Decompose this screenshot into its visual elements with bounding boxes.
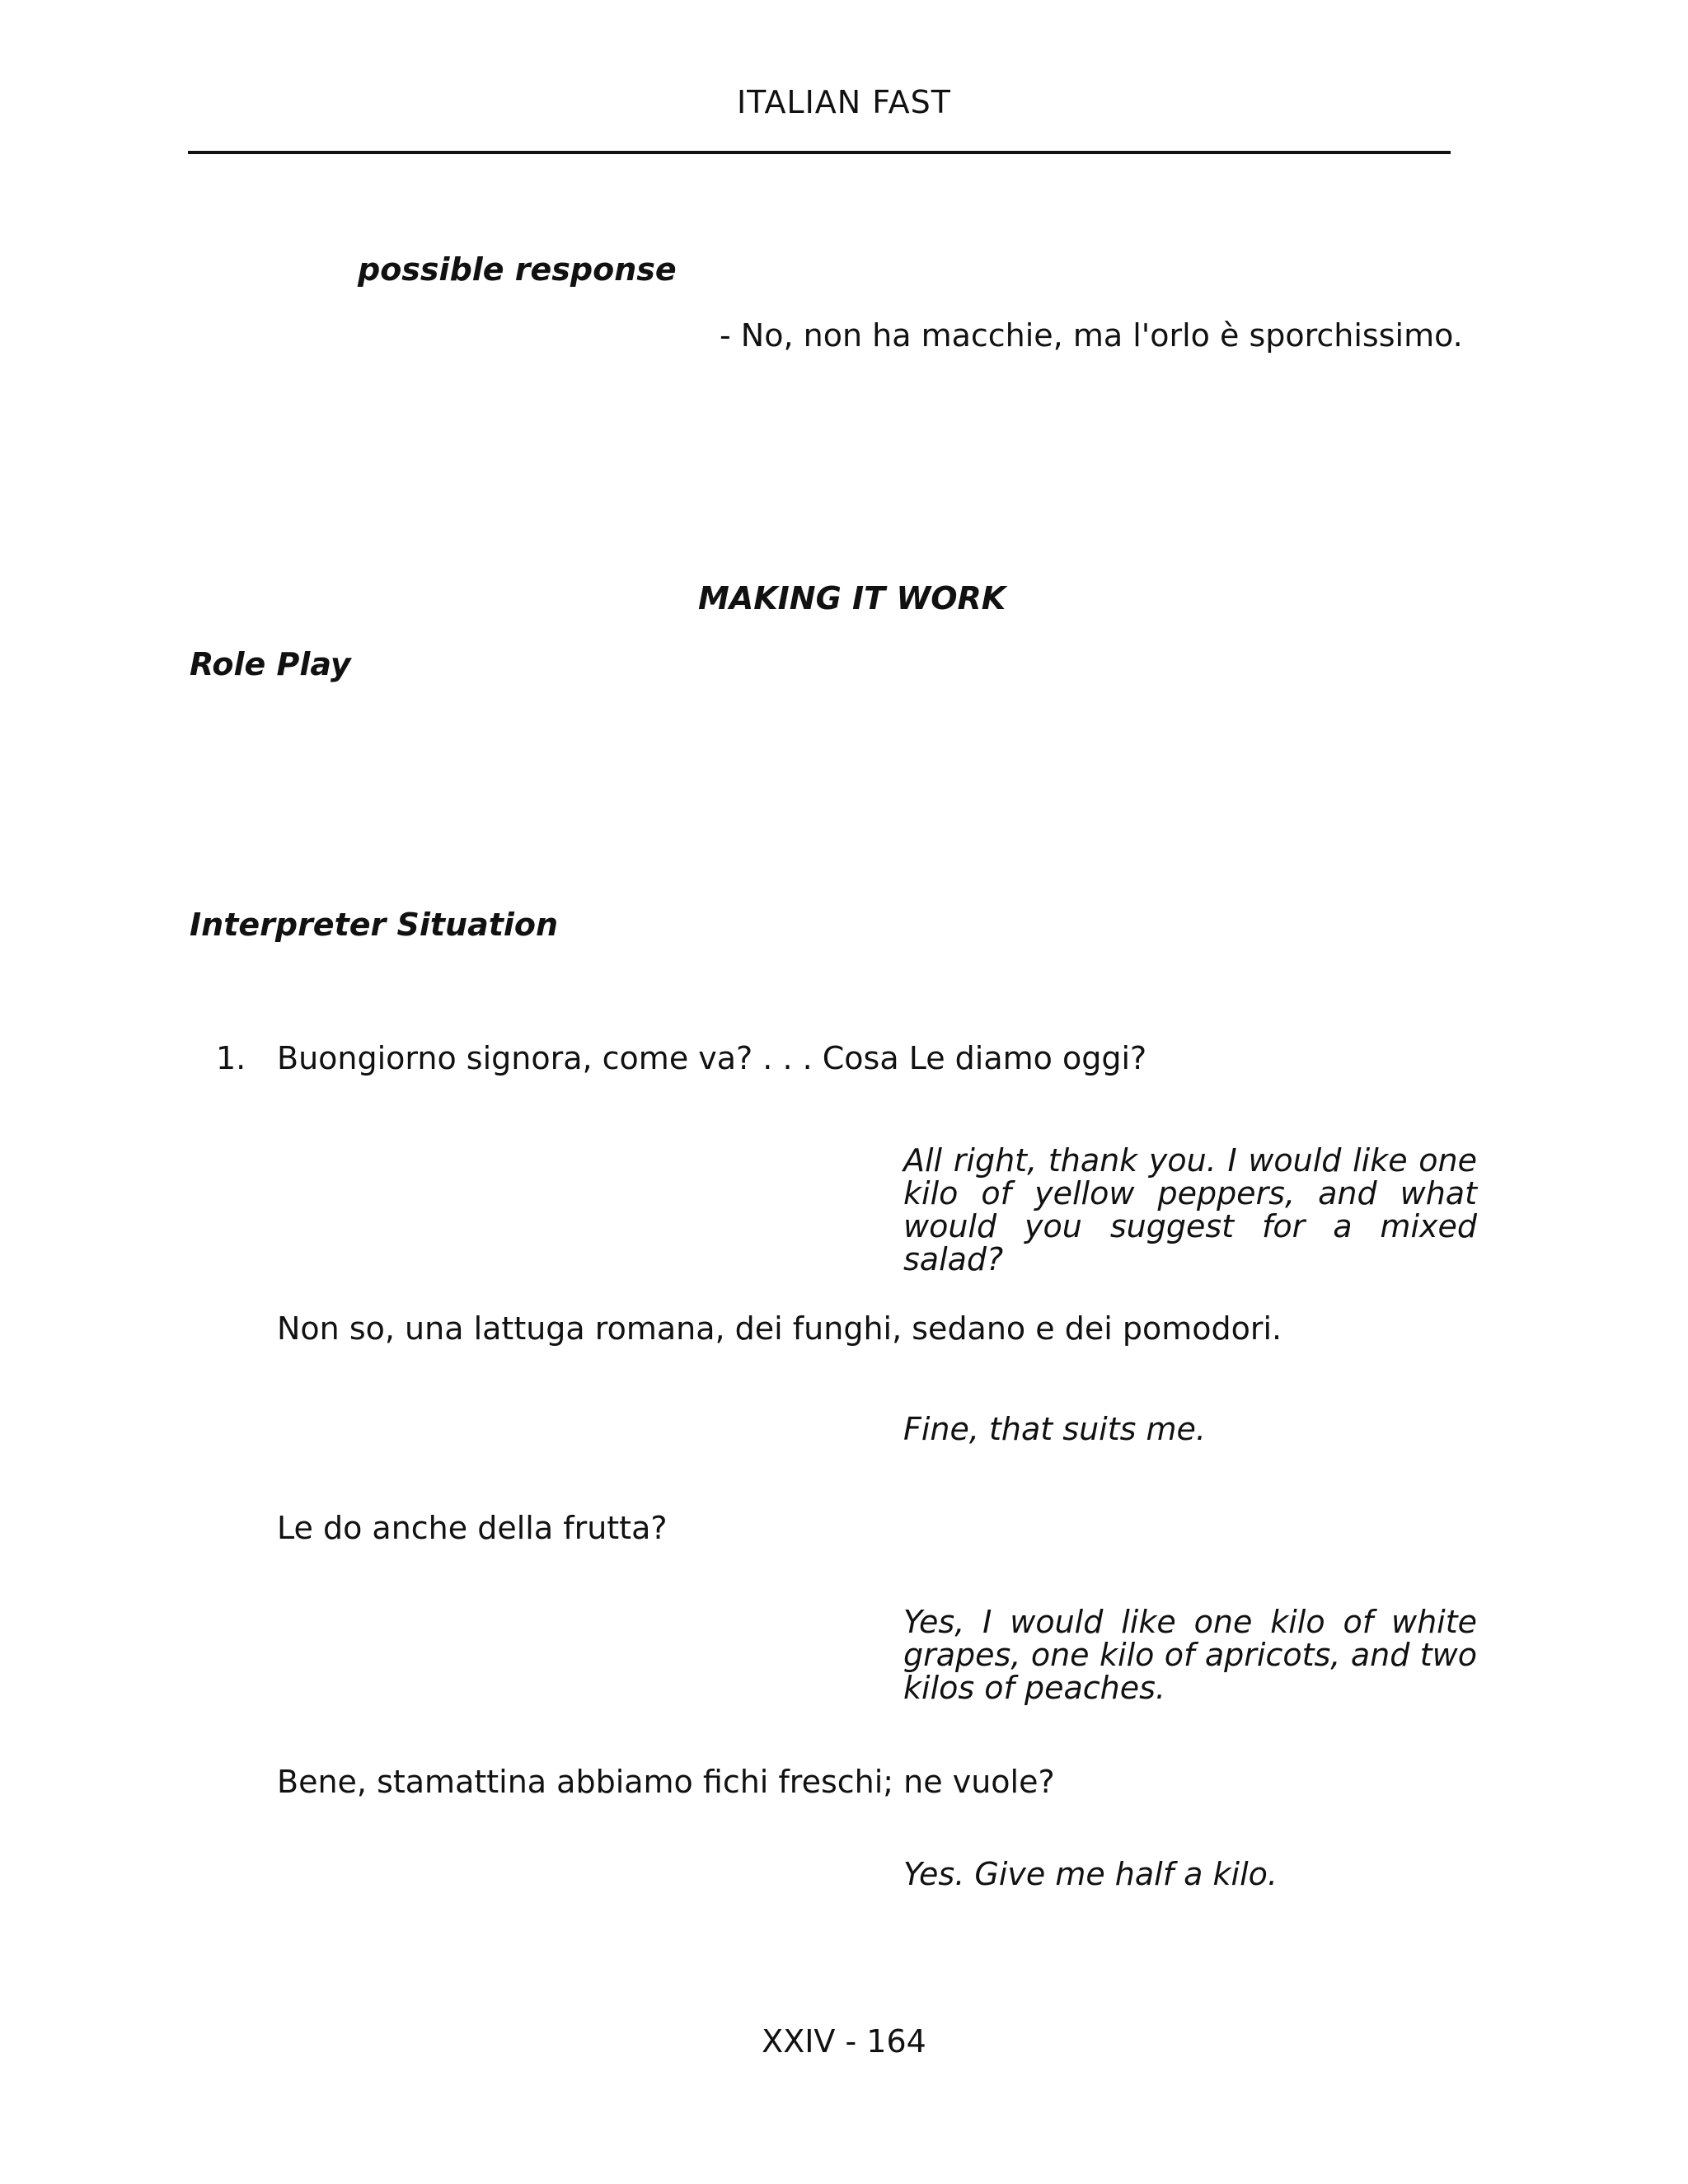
role-play-heading: Role Play bbox=[190, 646, 351, 682]
italian-line-2: Non so, una lattuga romana, dei funghi, sedano e dei pomodori. bbox=[277, 1310, 1282, 1347]
italian-line-1: Buongiorno signora, come va? . . . Cosa Le diamo oggi? bbox=[277, 1040, 1147, 1076]
english-line-1: All right, thank you. I would like one kilo of yellow peppers, and what would you suggest for a mixed salad? bbox=[903, 1142, 1477, 1277]
english-line-4: Yes. Give me half a kilo. bbox=[903, 1856, 1278, 1892]
running-title: ITALIAN FAST bbox=[736, 84, 952, 120]
item-number: 1. bbox=[216, 1040, 246, 1076]
header-rule bbox=[188, 151, 1451, 154]
section-title: MAKING IT WORK bbox=[698, 580, 1006, 616]
interpreter-situation-heading: Interpreter Situation bbox=[190, 907, 559, 943]
page-number: XXIV - 164 bbox=[762, 2023, 926, 2060]
possible-response-text: - No, non ha macchie, ma l'orlo è sporchissimo. bbox=[720, 317, 1463, 354]
italian-line-4: Bene, stamattina abbiamo fichi freschi; ne vuole? bbox=[277, 1764, 1055, 1800]
english-line-3: Yes, I would like one kilo of white grapes, one kilo of apricots, and two kilos of peaches. bbox=[903, 1604, 1477, 1706]
italian-line-3: Le do anche della frutta? bbox=[277, 1510, 668, 1546]
possible-response-label: possible response bbox=[358, 251, 677, 288]
english-line-2: Fine, that suits me. bbox=[903, 1411, 1206, 1447]
